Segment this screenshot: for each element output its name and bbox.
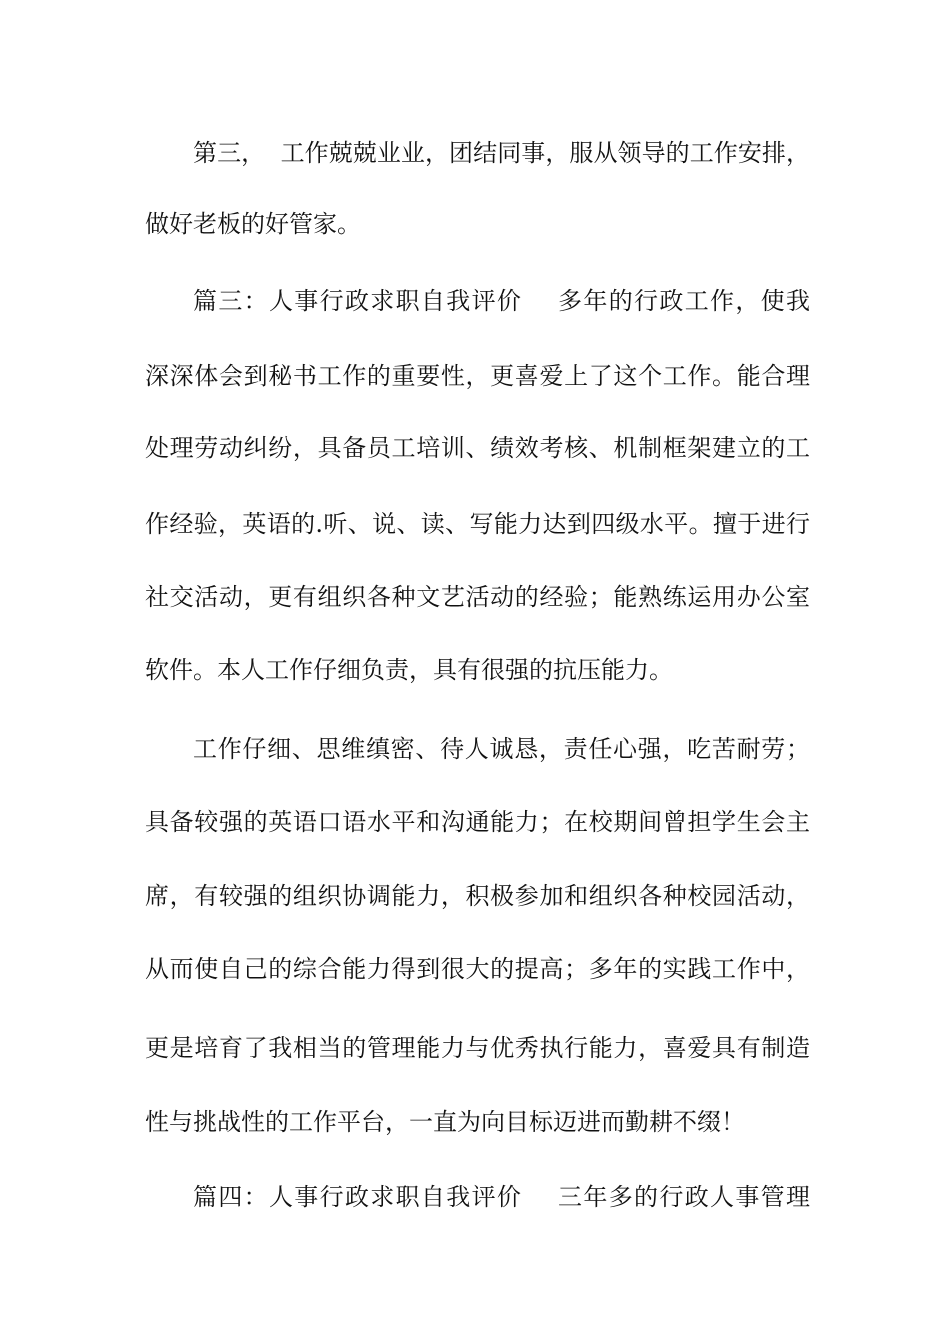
text-line: 深深体会到秘书工作的重要性，更喜爱上了这个工作。能合理 (145, 362, 810, 390)
text-line: 软件。本人工作仔细负责，具有很强的抗压能力。 (145, 656, 673, 684)
text-line: 篇四：人事行政求职自我评价 三年多的行政人事管理 (193, 1183, 810, 1211)
text-line: 更是培育了我相当的管理能力与优秀执行能力，喜爱具有制造 (145, 1034, 810, 1062)
text-line: 做好老板的好管家。 (145, 210, 361, 238)
text-line: 性与挑战性的工作平台，一直为向目标迈进而勤耕不缀！ (145, 1108, 745, 1136)
text-line: 作经验，英语的.听、说、读、写能力达到四级水平。擅于进行 (145, 510, 810, 538)
text-line: 篇三：人事行政求职自我评价 多年的行政工作，使我 (193, 287, 810, 315)
text-line: 工作仔细、思维缜密、待人诚恳，责任心强，吃苦耐劳； (193, 735, 810, 763)
text-line: 席，有较强的组织协调能力，积极参加和组织各种校园活动， (145, 882, 810, 910)
text-line: 从而使自己的综合能力得到很大的提高；多年的实践工作中， (145, 955, 810, 983)
text-line: 第三， 工作兢兢业业，团结同事，服从领导的工作安排， (193, 139, 810, 167)
text-line: 处理劳动纠纷，具备员工培训、绩效考核、机制框架建立的工 (145, 434, 810, 462)
text-line: 社交活动，更有组织各种文艺活动的经验；能熟练运用办公室 (145, 583, 810, 611)
text-line: 具备较强的英语口语水平和沟通能力；在校期间曾担学生会主 (145, 808, 810, 836)
